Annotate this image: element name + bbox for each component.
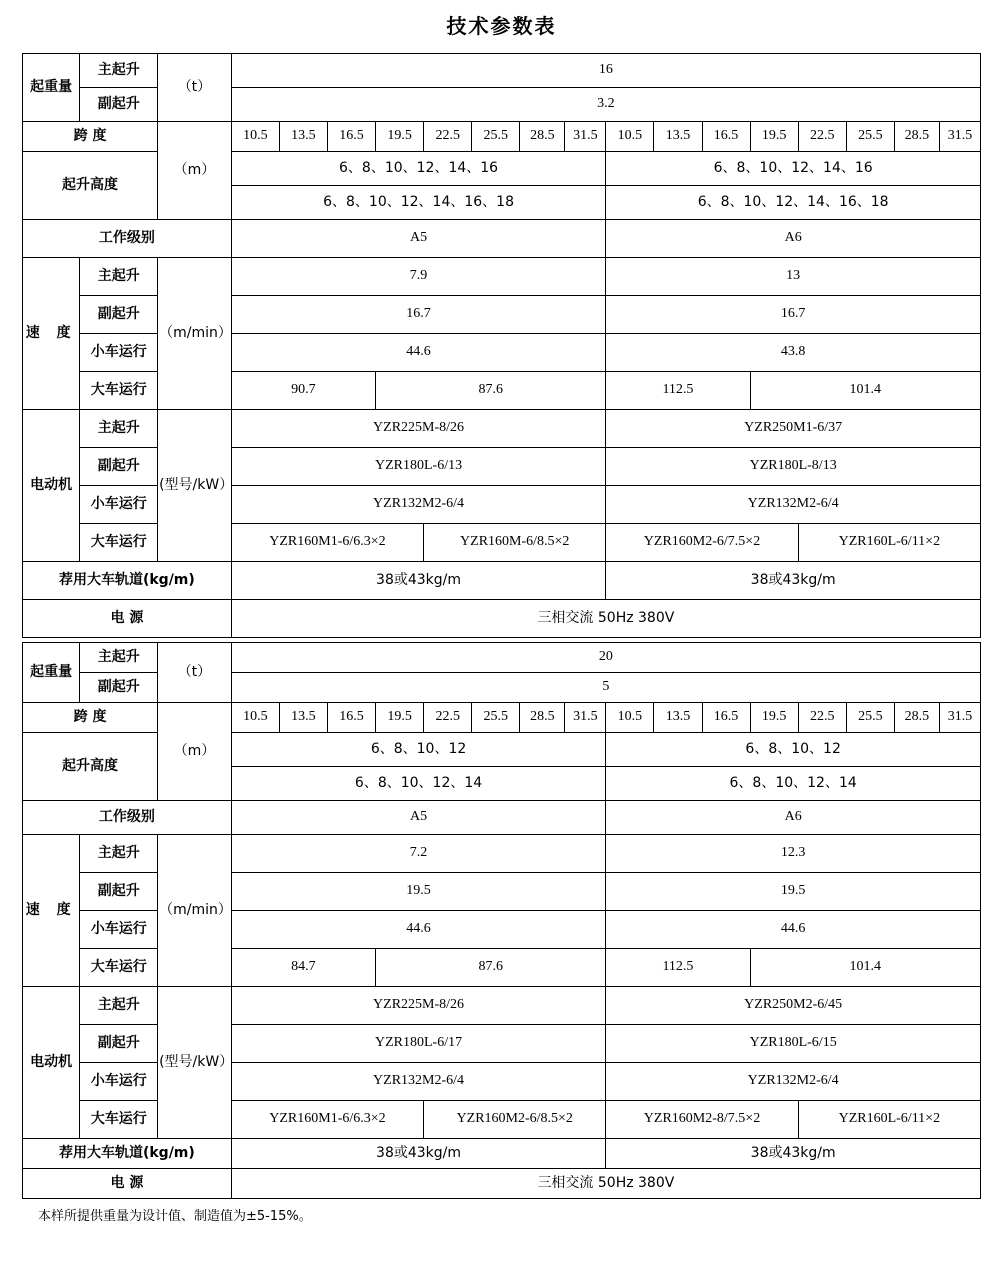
- value-speed-aux-left: 19.5: [231, 873, 606, 911]
- span-cell: 13.5: [279, 703, 327, 733]
- row-label-power: 电 源: [23, 1169, 232, 1199]
- value-motor-travel: YZR160M-6/8.5×2: [424, 524, 606, 562]
- value-motor-main-left: YZR225M-8/26: [231, 410, 606, 448]
- span-cell: 10.5: [606, 122, 654, 152]
- row-label-motor-aux: 副起升: [80, 1025, 158, 1063]
- span-cell: 19.5: [376, 703, 424, 733]
- row-label-power: 电 源: [23, 600, 232, 638]
- row-label-main-hoist: 主起升: [80, 54, 158, 88]
- value-speed-main-left: 7.9: [231, 258, 606, 296]
- unit-m-min: （m/min）: [158, 835, 232, 987]
- span-cell: 16.5: [327, 122, 375, 152]
- table-row: [23, 1169, 981, 1199]
- span-cell: 31.5: [939, 122, 980, 152]
- value-lift-height-left: 6、8、10、12、14、16: [231, 152, 606, 186]
- span-cell: 13.5: [654, 703, 702, 733]
- table-row: [23, 1139, 981, 1169]
- value-lift-height-left-2: 6、8、10、12、14: [231, 767, 606, 801]
- span-cell: 22.5: [424, 122, 472, 152]
- unit-model-kw: (型号/kW）: [158, 987, 232, 1139]
- row-label-span: 跨 度: [23, 703, 158, 733]
- row-label-motor-trolley: 小车运行: [80, 1063, 158, 1101]
- value-capacity-aux: 3.2: [231, 88, 980, 122]
- span-cell: 25.5: [846, 703, 894, 733]
- row-label-speed-trolley: 小车运行: [80, 911, 158, 949]
- unit-meter: （m）: [158, 122, 232, 220]
- span-cell: 16.5: [702, 122, 750, 152]
- row-label-capacity: 起重量: [23, 54, 80, 122]
- spec-table-block-1: [22, 53, 981, 638]
- row-label-work-class: 工作级别: [23, 220, 232, 258]
- table-row: [23, 600, 981, 638]
- row-label-rail: 荐用大车轨道(kg/m): [23, 1139, 232, 1169]
- value-motor-travel: YZR160M2-6/7.5×2: [606, 524, 798, 562]
- unit-ton: （t）: [158, 643, 232, 703]
- row-label-motor-main: 主起升: [80, 987, 158, 1025]
- row-label-speed: 速 度: [23, 258, 80, 410]
- value-rail-right: 38或43kg/m: [606, 562, 981, 600]
- value-motor-main-left: YZR225M-8/26: [231, 987, 606, 1025]
- row-label-lift-height: 起升高度: [23, 152, 158, 220]
- value-speed-travel: 101.4: [750, 372, 980, 410]
- span-cell: 19.5: [750, 703, 798, 733]
- table-row: [23, 801, 981, 835]
- value-speed-travel: 84.7: [231, 949, 375, 987]
- span-cell: 28.5: [520, 703, 565, 733]
- span-cell: 16.5: [702, 703, 750, 733]
- row-label-lift-height: 起升高度: [23, 733, 158, 801]
- span-cell: 31.5: [565, 703, 606, 733]
- span-cell: 22.5: [424, 703, 472, 733]
- value-rail-left: 38或43kg/m: [231, 562, 606, 600]
- unit-model-kw: (型号/kW）: [158, 410, 232, 562]
- value-motor-travel: YZR160M1-6/6.3×2: [231, 1101, 423, 1139]
- value-motor-trolley-right: YZR132M2-6/4: [606, 1063, 981, 1101]
- row-label-motor: 电动机: [23, 410, 80, 562]
- value-speed-trolley-right: 44.6: [606, 911, 981, 949]
- spec-table-block-2: [22, 642, 981, 1199]
- row-label-motor-travel: 大车运行: [80, 524, 158, 562]
- row-label-motor-travel: 大车运行: [80, 1101, 158, 1139]
- row-label-speed-main: 主起升: [80, 258, 158, 296]
- value-motor-aux-right: YZR180L-8/13: [606, 448, 981, 486]
- value-speed-travel: 101.4: [750, 949, 980, 987]
- row-label-motor-aux: 副起升: [80, 448, 158, 486]
- value-rail-right: 38或43kg/m: [606, 1139, 981, 1169]
- table-row: [23, 122, 981, 152]
- span-cell: 16.5: [327, 703, 375, 733]
- value-capacity-aux: 5: [231, 673, 980, 703]
- value-power: 三相交流 50Hz 380V: [231, 1169, 980, 1199]
- value-lift-height-right: 6、8、10、12、14、16: [606, 152, 981, 186]
- row-label-motor: 电动机: [23, 987, 80, 1139]
- row-label-speed-travel: 大车运行: [80, 372, 158, 410]
- value-motor-aux-left: YZR180L-6/17: [231, 1025, 606, 1063]
- unit-meter: （m）: [158, 703, 232, 801]
- span-cell: 28.5: [894, 703, 939, 733]
- span-cell: 10.5: [231, 703, 279, 733]
- value-lift-height-right-2: 6、8、10、12、14: [606, 767, 981, 801]
- value-motor-trolley-left: YZR132M2-6/4: [231, 1063, 606, 1101]
- span-cell: 25.5: [472, 703, 520, 733]
- value-lift-height-left-2: 6、8、10、12、14、16、18: [231, 186, 606, 220]
- value-motor-travel: YZR160M2-6/8.5×2: [424, 1101, 606, 1139]
- span-cell: 22.5: [798, 703, 846, 733]
- table-row: [23, 54, 981, 88]
- table-row: [23, 562, 981, 600]
- span-cell: 25.5: [472, 122, 520, 152]
- row-label-rail: 荐用大车轨道(kg/m): [23, 562, 232, 600]
- span-cell: 31.5: [565, 122, 606, 152]
- value-rail-left: 38或43kg/m: [231, 1139, 606, 1169]
- value-lift-height-right-2: 6、8、10、12、14、16、18: [606, 186, 981, 220]
- value-speed-aux-left: 16.7: [231, 296, 606, 334]
- value-capacity-main: 20: [231, 643, 980, 673]
- row-label-motor-main: 主起升: [80, 410, 158, 448]
- value-motor-travel: YZR160L-6/11×2: [798, 524, 980, 562]
- unit-ton: （t）: [158, 54, 232, 122]
- value-speed-aux-right: 19.5: [606, 873, 981, 911]
- value-work-class-left: A5: [231, 801, 606, 835]
- row-label-main-hoist: 主起升: [80, 643, 158, 673]
- value-speed-trolley-right: 43.8: [606, 334, 981, 372]
- row-label-motor-trolley: 小车运行: [80, 486, 158, 524]
- value-speed-main-left: 7.2: [231, 835, 606, 873]
- table-row: [23, 987, 981, 1025]
- value-speed-main-right: 12.3: [606, 835, 981, 873]
- value-speed-travel: 112.5: [606, 949, 750, 987]
- value-power: 三相交流 50Hz 380V: [231, 600, 980, 638]
- span-cell: 13.5: [654, 122, 702, 152]
- value-motor-travel: YZR160L-6/11×2: [798, 1101, 980, 1139]
- value-speed-trolley-left: 44.6: [231, 334, 606, 372]
- value-motor-main-right: YZR250M2-6/45: [606, 987, 981, 1025]
- value-lift-height-right: 6、8、10、12: [606, 733, 981, 767]
- page-title: 技术参数表: [446, 16, 557, 38]
- row-label-speed-main: 主起升: [80, 835, 158, 873]
- span-cell: 25.5: [846, 122, 894, 152]
- span-cell: 13.5: [279, 122, 327, 152]
- row-label-capacity: 起重量: [23, 643, 80, 703]
- value-motor-aux-left: YZR180L-6/13: [231, 448, 606, 486]
- value-speed-travel: 90.7: [231, 372, 375, 410]
- span-cell: 28.5: [894, 122, 939, 152]
- span-cell: 10.5: [231, 122, 279, 152]
- span-cell: 19.5: [750, 122, 798, 152]
- value-motor-travel: YZR160M1-6/6.3×2: [231, 524, 423, 562]
- span-cell: 22.5: [798, 122, 846, 152]
- value-speed-travel: 87.6: [376, 949, 606, 987]
- value-speed-aux-right: 16.7: [606, 296, 981, 334]
- table-row: [23, 258, 981, 296]
- value-speed-travel: 112.5: [606, 372, 750, 410]
- table-row: [23, 835, 981, 873]
- row-label-speed-aux: 副起升: [80, 873, 158, 911]
- value-speed-travel: 87.6: [376, 372, 606, 410]
- row-label-aux-hoist: 副起升: [80, 673, 158, 703]
- table-row: [23, 643, 981, 673]
- value-work-class-right: A6: [606, 220, 981, 258]
- value-motor-aux-right: YZR180L-6/15: [606, 1025, 981, 1063]
- value-capacity-main: 16: [231, 54, 980, 88]
- value-work-class-left: A5: [231, 220, 606, 258]
- table-row: [23, 703, 981, 733]
- value-motor-trolley-left: YZR132M2-6/4: [231, 486, 606, 524]
- row-label-speed-travel: 大车运行: [80, 949, 158, 987]
- value-lift-height-left: 6、8、10、12: [231, 733, 606, 767]
- value-motor-trolley-right: YZR132M2-6/4: [606, 486, 981, 524]
- row-label-aux-hoist: 副起升: [80, 88, 158, 122]
- value-speed-trolley-left: 44.6: [231, 911, 606, 949]
- unit-m-min: （m/min）: [158, 258, 232, 410]
- table-row: [23, 220, 981, 258]
- table-row: [23, 410, 981, 448]
- span-cell: 31.5: [939, 703, 980, 733]
- value-speed-main-right: 13: [606, 258, 981, 296]
- row-label-span: 跨 度: [23, 122, 158, 152]
- value-motor-travel: YZR160M2-8/7.5×2: [606, 1101, 798, 1139]
- footnote: 本样所提供重量为设计值、制造值为±5-15%。: [38, 1209, 312, 1224]
- row-label-work-class: 工作级别: [23, 801, 232, 835]
- value-motor-main-right: YZR250M1-6/37: [606, 410, 981, 448]
- row-label-speed: 速 度: [23, 835, 80, 987]
- span-cell: 28.5: [520, 122, 565, 152]
- row-label-speed-trolley: 小车运行: [80, 334, 158, 372]
- span-cell: 10.5: [606, 703, 654, 733]
- value-work-class-right: A6: [606, 801, 981, 835]
- span-cell: 19.5: [376, 122, 424, 152]
- row-label-speed-aux: 副起升: [80, 296, 158, 334]
